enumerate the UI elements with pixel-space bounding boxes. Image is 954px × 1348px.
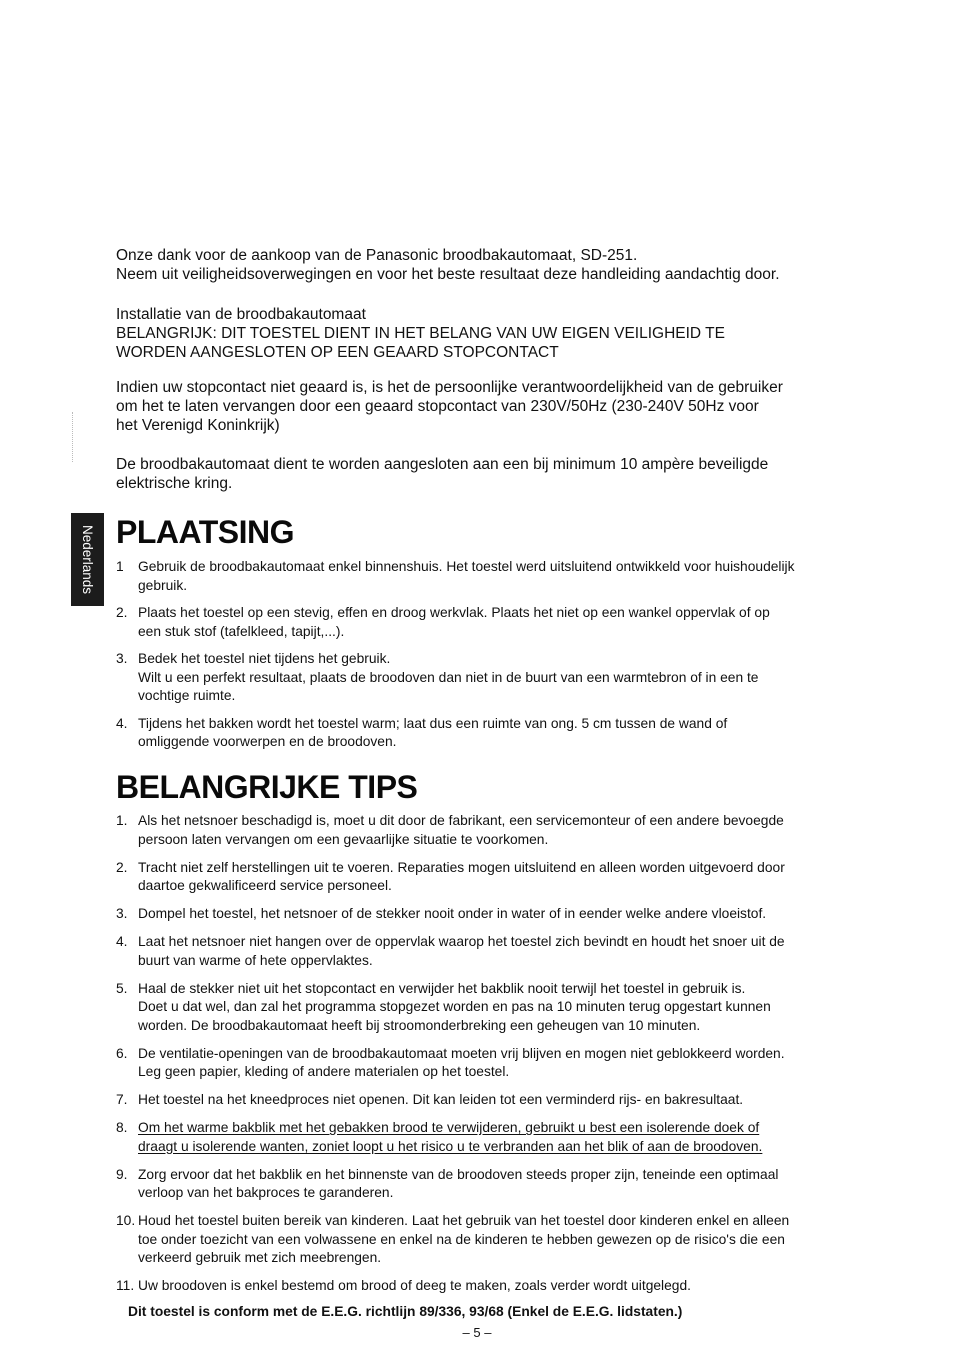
intro-thanks [116, 246, 856, 284]
language-tab-label: Nederlands [80, 524, 96, 595]
list-item-number: 6. [116, 1045, 128, 1061]
circuit-line: De broodbakautomaat dient te worden aangesloten aan een bij minimum 10 ampère beveiligde [116, 456, 769, 473]
list-item-line: persoon laten vervangen om een gevaarlijke situatie te voorkomen. [138, 831, 549, 847]
list-item-number: 11. [116, 1278, 135, 1293]
grounding-paragraph [116, 378, 856, 435]
page-number: – 5 – [462, 1325, 492, 1340]
plaatsing-heading: PLAATSING [116, 514, 295, 550]
list-item [116, 933, 846, 970]
list-item-line: daartoe gekwalificeerd service personeel. [138, 878, 392, 893]
list-item-line: Gebruik de broodbakautomaat enkel binnenshuis. Het toestel werd uitsluitend ontwikkeld voor huishoudelijk [138, 559, 795, 574]
list-item-text [138, 604, 844, 641]
language-tab [71, 513, 104, 606]
circuit-paragraph [116, 455, 856, 493]
list-item-line: Haal de stekker niet uit het stopcontact en verwijder het bakblik nooit terwijl het toestel in gebruik is. [138, 980, 746, 996]
intro-line: Neem uit veiligheidsoverwegingen en voor het beste resultaat deze handleiding aandachtig door. [116, 266, 780, 283]
list-item-line: Bedek het toestel niet tijdens het gebruik. [138, 651, 391, 666]
list-item [116, 859, 846, 896]
list-item-number: 7. [116, 1092, 128, 1107]
list-item-text [138, 1212, 846, 1268]
list-item-number: 9. [116, 1166, 128, 1182]
list-item-text [138, 905, 846, 924]
list-item-line: een stuk stof (tafelkleed, tapijt,...). [138, 623, 345, 639]
list-item-line: Als het netsnoer beschadigd is, moet u dit door de fabrikant, een servicemonteur of een andere bevoegde [138, 813, 784, 828]
list-item-text [138, 980, 846, 1036]
list-item-line: vochtige ruimte. [138, 688, 236, 703]
list-item-text [138, 1166, 846, 1203]
tips-list [116, 812, 846, 1305]
installation-block [116, 305, 856, 362]
list-item-text [138, 1277, 846, 1296]
grounding-line: het Verenigd Koninkrijk) [116, 417, 280, 434]
list-item [116, 1277, 846, 1296]
list-item-line: draagt u isolerende wanten, zoniet loopt u het risico u te verbranden aan het blik of aan de broodoven. [138, 1138, 763, 1154]
list-item-text [138, 859, 846, 896]
list-item-line: Tijdens het bakken wordt het toestel warm; laat dus een ruimte van ong. 5 cm tussen de wand of [138, 715, 728, 731]
margin-dots [72, 412, 74, 462]
list-item [116, 1119, 846, 1156]
list-item-number: 8. [116, 1120, 128, 1135]
list-item-number: 4. [116, 934, 128, 949]
list-item-line: De ventilatie-openingen van de broodbakautomaat moeten vrij blijven en mogen niet geblokkeerd worden. [138, 1045, 785, 1061]
list-item-line: worden. De broodbakautomaat heeft bij stroomonderbreking een geheugen van 10 minuten. [138, 1017, 701, 1033]
list-item-line: gebruik. [138, 577, 188, 593]
list-item-line: Om het warme bakblik met het gebakken brood te verwijderen, gebruikt u best een isolerende doek of [138, 1120, 760, 1135]
list-item-text [138, 1091, 846, 1110]
list-item-text [138, 558, 844, 595]
grounding-line: om het te laten vervangen door een geaard stopcontact van 230V/50Hz (230-240V 50Hz voor [116, 398, 759, 415]
list-item [116, 1091, 846, 1110]
list-item-text [138, 933, 846, 970]
list-item-line: Houd het toestel buiten bereik van kinderen. Laat het gebruik van het toestel door kinderen enkel en alleen [138, 1213, 790, 1228]
list-item [116, 1045, 846, 1082]
list-item-text [138, 1119, 846, 1156]
list-item-line: Uw broodoven is enkel bestemd om brood of deeg te maken, zoals verder wordt uitgelegd. [138, 1278, 691, 1293]
list-item-number: 2. [116, 859, 128, 875]
list-item-line: Wilt u een perfekt resultaat, plaats de broodoven dan niet in de buurt van een warmtebron of in een te [138, 669, 759, 685]
circuit-line: elektrische kring. [116, 475, 233, 492]
grounding-line: Indien uw stopcontact niet geaard is, is het de persoonlijke verantwoordelijkheid van de gebruiker [116, 379, 783, 396]
list-item-line: verloop van het bakproces te garanderen. [138, 1185, 394, 1200]
list-item-line: verkeerd gebruik met zich meebrengen. [138, 1250, 382, 1265]
list-item-number: 1. [116, 813, 128, 828]
important-line: BELANGRIJK: DIT TOESTEL DIENT IN HET BELANG VAN UW EIGEN VEILIGHEID TE [116, 325, 725, 342]
list-item-line: Leg geen papier, kleding of andere materialen op het toestel. [138, 1064, 510, 1079]
list-item-number: 3. [116, 651, 128, 666]
list-item-line: toe onder toezicht van een volwassene en enkel na de kinderen te hebben gewezen op de risico's die een [138, 1231, 785, 1247]
list-item-number: 4. [116, 715, 128, 731]
list-item [116, 812, 846, 849]
list-item-number: 2. [116, 605, 128, 620]
intro-line: Onze dank voor de aankoop van de Panasonic broodbakautomaat, SD-251. [116, 247, 638, 264]
list-item-line: Het toestel na het kneedproces niet openen. Dit kan leiden tot een verminderd rijs- en bakresultaat. [138, 1092, 744, 1107]
list-item-text [138, 1045, 846, 1082]
list-item-line: Dompel het toestel, het netsnoer of de stekker nooit onder in water of in eender welke andere vloeistof. [138, 906, 767, 921]
conformity-statement: Dit toestel is conform met de E.E.G. richtlijn 89/336, 93/68 (Enkel de E.E.G. lidstaten.) [128, 1304, 683, 1319]
list-item-number: 5. [116, 980, 128, 996]
list-item-line: Laat het netsnoer niet hangen over de oppervlak waarop het toestel zich bevindt en houdt het snoer uit de [138, 934, 785, 949]
list-item [116, 1166, 846, 1203]
list-item-line: Zorg ervoor dat het bakblik en het binnenste van de broodoven steeds proper zijn, teneinde een optimaal [138, 1166, 779, 1182]
list-item-line: buurt van warme of hete oppervlaktes. [138, 952, 373, 968]
list-item [116, 650, 844, 706]
list-item-number: 1 [116, 559, 124, 574]
list-item [116, 715, 844, 752]
list-item-text [138, 650, 844, 706]
list-item [116, 604, 844, 641]
list-item-line: omliggende voorwerpen en de broodoven. [138, 734, 397, 749]
list-item-line: Plaats het toestel op een stevig, effen en droog werkvlak. Plaats het niet op een wankel oppervlak of op [138, 605, 770, 620]
list-item [116, 1212, 846, 1268]
plaatsing-list [116, 558, 844, 761]
list-item [116, 558, 844, 595]
list-item-text [138, 715, 844, 752]
important-line: WORDEN AANGESLOTEN OP EEN GEAARD STOPCONTACT [116, 344, 559, 361]
list-item-text [138, 812, 846, 849]
list-item-line: Tracht niet zelf herstellingen uit te voeren. Reparaties mogen uitsluitend en alleen worden uitgevoerd door [138, 859, 785, 875]
list-item-number: 10. [116, 1213, 136, 1228]
list-item [116, 905, 846, 924]
list-item-line: Doet u dat wel, dan zal het programma stopgezet worden en pas na 10 minuten terug opgestart kunnen [138, 999, 771, 1014]
installation-title: Installatie van de broodbakautomaat [116, 306, 366, 323]
tips-heading: BELANGRIJKE TIPS [116, 769, 418, 805]
list-item-number: 3. [116, 906, 128, 921]
list-item [116, 980, 846, 1036]
